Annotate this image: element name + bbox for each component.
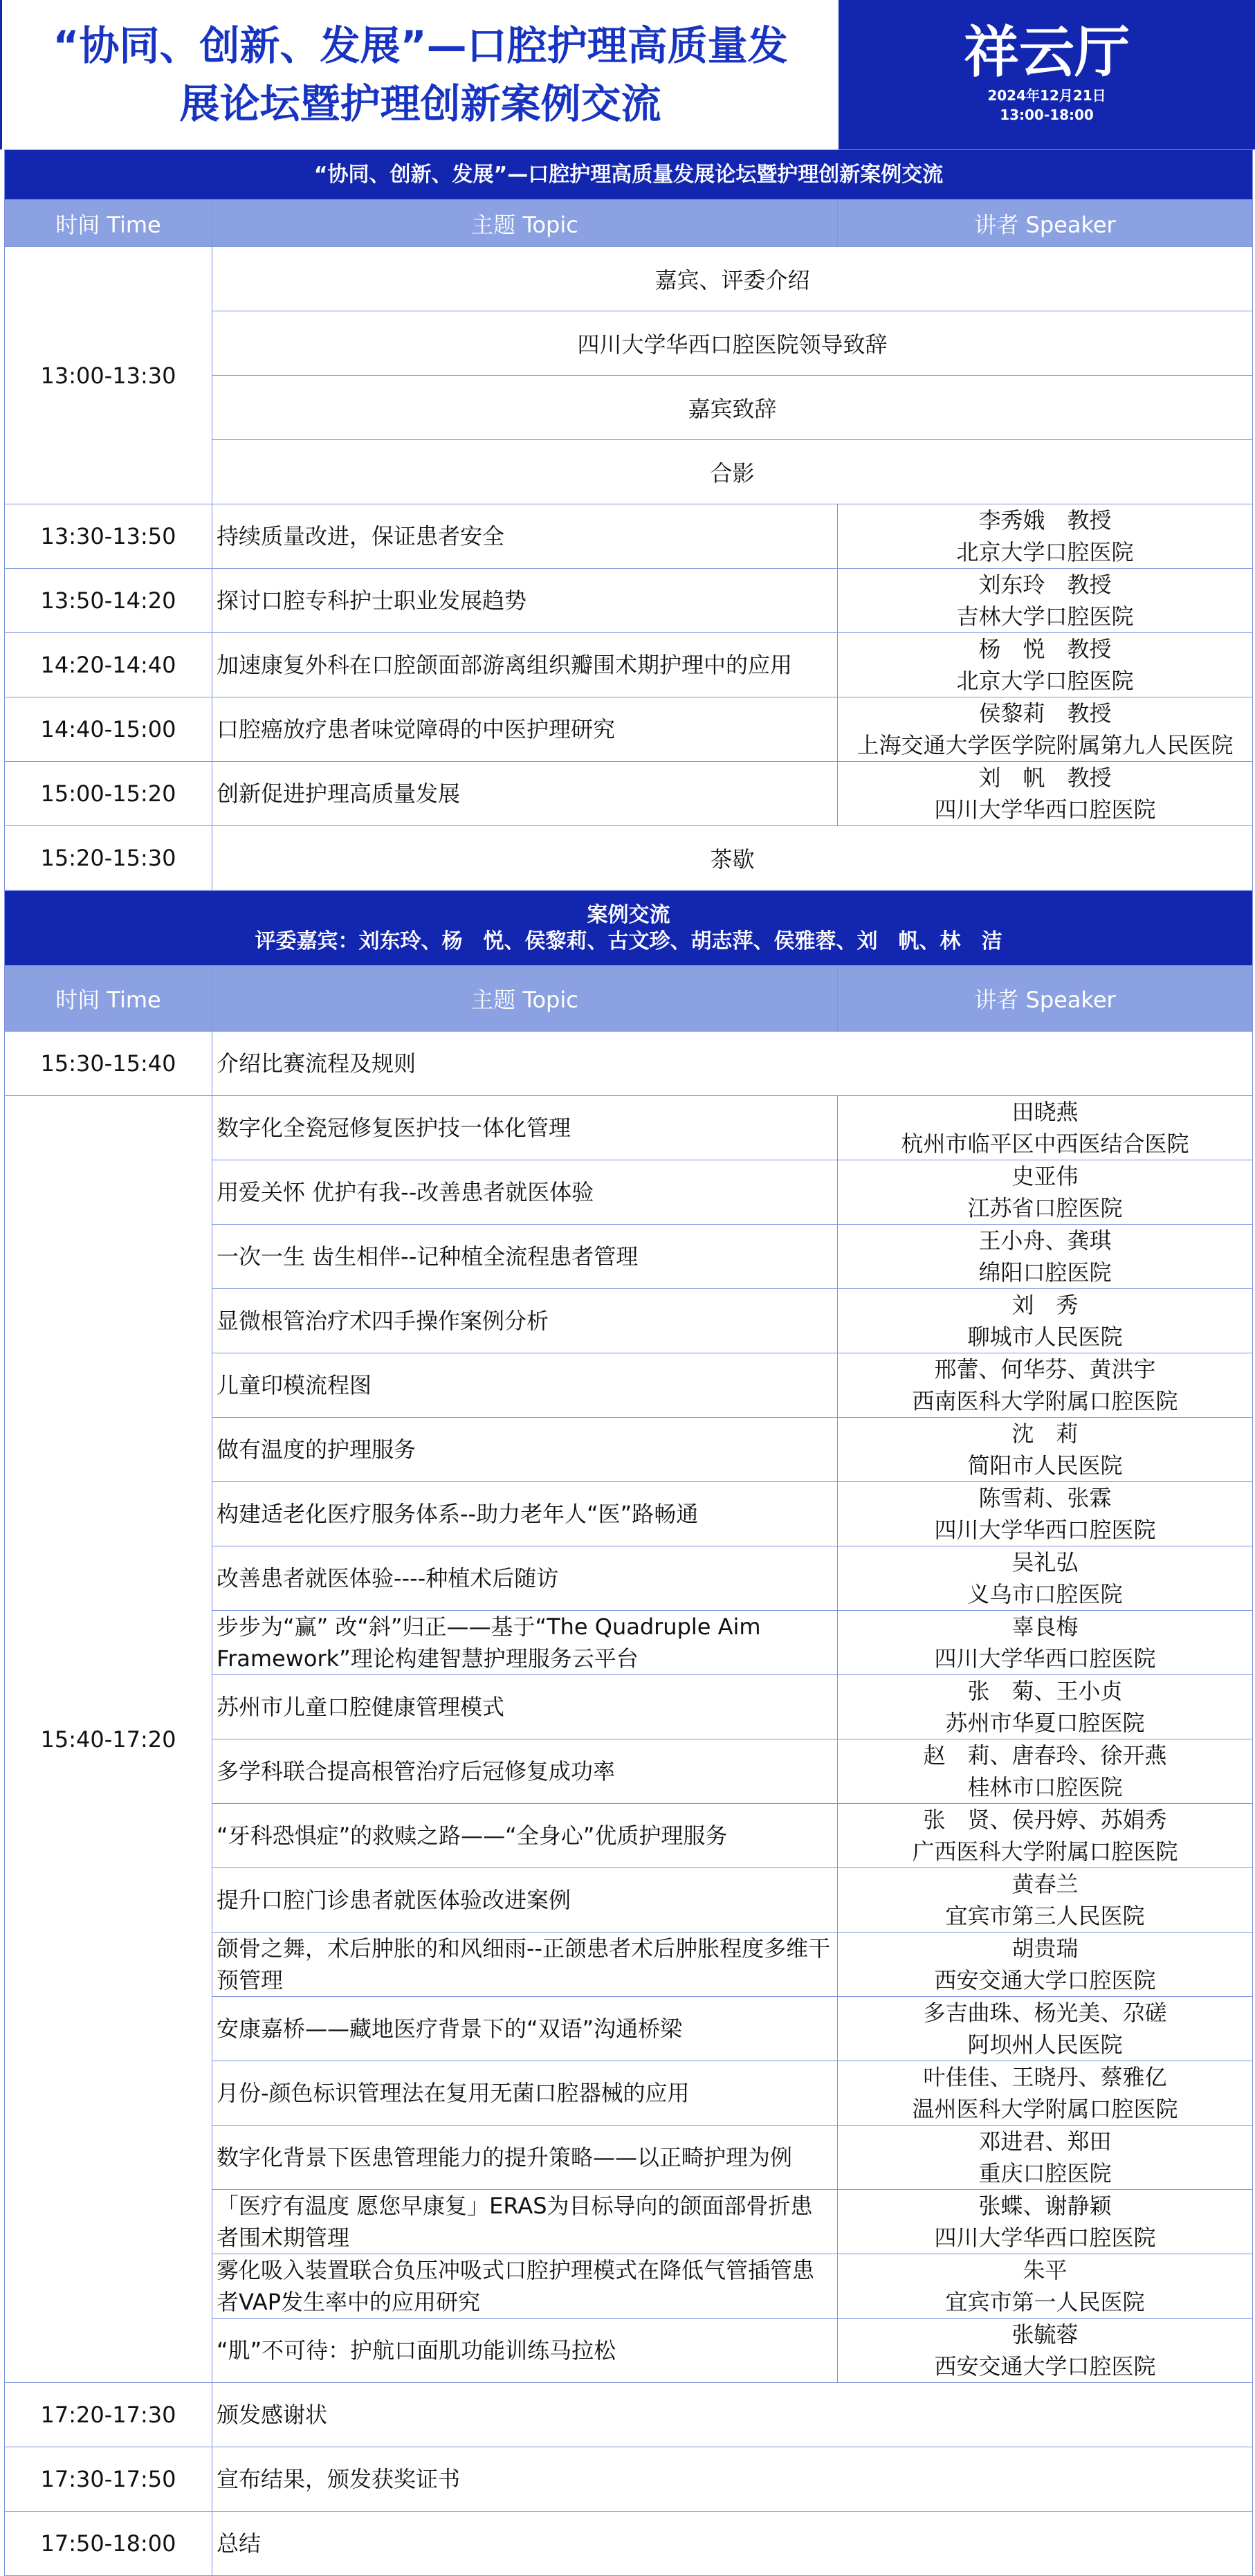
- hall-name: 祥云厅: [964, 20, 1130, 84]
- opening-item: 嘉宾、评委介绍: [212, 247, 1253, 311]
- speaker-org: 桂林市口腔医院: [967, 1774, 1123, 1800]
- table-row: [5, 697, 1253, 762]
- schedule-table-2: [4, 890, 1253, 2576]
- speaker-org: 西南医科大学附属口腔医院: [912, 1388, 1178, 1414]
- hall-box: [839, 0, 1255, 149]
- opening-item: 合影: [212, 440, 1253, 504]
- speaker-org: 宜宾市第三人民医院: [945, 1903, 1145, 1929]
- speaker-org: 上海交通大学医学院附属第九人民医院: [856, 732, 1234, 758]
- cases-body: [5, 1096, 1253, 2383]
- topic-cell: 改善患者就医体验----种植术后随访: [212, 1546, 838, 1611]
- speaker-name: 邓进君、郑田: [978, 2128, 1112, 2155]
- speaker-name: 多吉曲珠、杨光美、尕磋: [923, 2000, 1167, 2026]
- topic-cell: 提升口腔门诊患者就医体验改进案例: [212, 1868, 838, 1933]
- time-cell: 17:50-18:00: [5, 2512, 212, 2576]
- speaker-org: 义乌市口腔医院: [967, 1581, 1123, 1607]
- speaker-org: 四川大学华西口腔医院: [934, 1517, 1156, 1543]
- speaker-cell: [838, 569, 1253, 633]
- table-header: [5, 966, 1253, 1032]
- speaker-cell: [838, 1353, 1253, 1418]
- speaker-cell: [838, 1482, 1253, 1546]
- col-header-time: 时间 Time: [5, 966, 212, 1032]
- speaker-cell: [838, 1739, 1253, 1804]
- time-cell: 13:50-14:20: [5, 569, 212, 633]
- time-cell: 15:00-15:20: [5, 762, 212, 826]
- speaker-cell: [838, 697, 1253, 762]
- table-row: [5, 569, 1253, 633]
- closing-body: [5, 2383, 1253, 2576]
- topic-cell: 月份-颜色标识管理法在复用无菌口腔器械的应用: [212, 2061, 838, 2126]
- speaker-cell: [838, 1096, 1253, 1160]
- speaker-name: 侯黎莉 教授: [978, 700, 1112, 727]
- time-cell: 17:30-17:50: [5, 2447, 212, 2512]
- speaker-cell: [838, 1289, 1253, 1353]
- speaker-name: 田晓燕: [1011, 1099, 1079, 1125]
- speaker-cell: [838, 1933, 1253, 1997]
- speaker-name: 王小舟、龚琪: [978, 1227, 1112, 1254]
- topic-cell: 数字化背景下医患管理能力的提升策略——以正畸护理为例: [212, 2126, 838, 2190]
- topic-cell: 「医疗有温度 愿您早康复」ERAS为目标导向的颌面部骨折患者围术期管理: [212, 2190, 838, 2254]
- speaker-cell: [838, 1997, 1253, 2061]
- topic-cell: 苏州市儿童口腔健康管理模式: [212, 1675, 838, 1739]
- speaker-org: 聊城市人民医院: [967, 1324, 1123, 1350]
- speaker-org: 北京大学口腔医院: [956, 668, 1134, 694]
- topic-cell: 颌骨之舞，术后肿胀的和风细雨--正颌患者术后肿胀程度多维干预管理: [212, 1933, 838, 1997]
- speaker-cell: [838, 504, 1253, 569]
- col-header-speaker: 讲者 Speaker: [838, 966, 1253, 1032]
- header: [0, 0, 1255, 149]
- speaker-org: 西安交通大学口腔医院: [934, 1967, 1156, 1993]
- speaker-cell: [838, 1675, 1253, 1739]
- speaker-name: 朱平: [1023, 2257, 1068, 2283]
- hall-date: 2024年12月21日: [987, 87, 1106, 104]
- title-line-1: “协同、创新、发展”—口腔护理高质量发: [53, 22, 788, 69]
- speaker-org: 宜宾市第一人民医院: [945, 2289, 1145, 2315]
- col-header-topic: 主题 Topic: [212, 200, 838, 247]
- table-row: [5, 1032, 1253, 1096]
- topic-cell: 探讨口腔专科护士职业发展趋势: [212, 569, 838, 633]
- speaker-org: 四川大学华西口腔医院: [934, 2225, 1156, 2251]
- topic-cell: 口腔癌放疗患者味觉障碍的中医护理研究: [212, 697, 838, 762]
- title-line-2: 展论坛暨护理创新案例交流: [179, 80, 661, 127]
- section1-banner: “协同、创新、发展”—口腔护理高质量发展论坛暨护理创新案例交流: [5, 150, 1253, 200]
- topic-cell: 构建适老化医疗服务体系--助力老年人“医”路畅通: [212, 1482, 838, 1546]
- topic-cell: 数字化全瓷冠修复医护技一体化管理: [212, 1096, 838, 1160]
- topic-cell: 用爱关怀 优护有我--改善患者就医体验: [212, 1160, 838, 1225]
- speaker-cell: [838, 633, 1253, 697]
- speaker-name: 史亚伟: [1011, 1163, 1079, 1189]
- judges-line: 评委嘉宾：刘东玲、杨 悦、侯黎莉、古文珍、胡志萍、侯雅蓉、刘 帆、林 洁: [255, 929, 1002, 953]
- table-row: [5, 633, 1253, 697]
- table-header: [5, 200, 1253, 247]
- break-cell: 茶歇: [212, 826, 1253, 890]
- topic-cell: “肌”不可待：护航口面肌功能训练马拉松: [212, 2319, 838, 2383]
- speaker-name: 李秀娥 教授: [978, 507, 1112, 533]
- table-row: [5, 1096, 1253, 1160]
- speaker-name: 胡贵瑞: [1011, 1935, 1079, 1962]
- col-header-topic: 主题 Topic: [212, 966, 838, 1032]
- speaker-cell: [838, 1160, 1253, 1225]
- table-row: [5, 826, 1253, 890]
- speaker-org: 简阳市人民医院: [967, 1452, 1123, 1479]
- topic-cell: 颁发感谢状: [212, 2383, 1253, 2447]
- speaker-org: 广西医科大学附属口腔医院: [912, 1838, 1178, 1865]
- time-cell: 15:20-15:30: [5, 826, 212, 890]
- time-cell: 14:40-15:00: [5, 697, 212, 762]
- speaker-name: 叶佳佳、王晓丹、蔡雅亿: [923, 2064, 1167, 2090]
- speaker-name: 陈雪莉、张霖: [978, 1485, 1112, 1511]
- speaker-cell: [838, 2190, 1253, 2254]
- speaker-name: 邢蕾、何华芬、黄洪宇: [934, 1356, 1156, 1382]
- speaker-name: 黄春兰: [1011, 1871, 1079, 1897]
- section2-banner: [5, 891, 1253, 966]
- time-cell: 15:40-17:20: [5, 1096, 212, 2383]
- speaker-cell: [838, 2254, 1253, 2319]
- topic-cell: 宣布结果，颁发获奖证书: [212, 2447, 1253, 2512]
- speaker-cell: [838, 1418, 1253, 1482]
- speaker-org: 杭州市临平区中西医结合医院: [901, 1131, 1189, 1157]
- speaker-name: 张毓蓉: [1011, 2321, 1079, 2348]
- speaker-org: 绵阳口腔医院: [978, 1259, 1112, 1286]
- speaker-name: 赵 莉、唐春玲、徐开燕: [923, 1742, 1167, 1769]
- table-row: [5, 2512, 1253, 2576]
- page-title: [53, 17, 787, 133]
- topic-cell: 介绍比赛流程及规则: [212, 1032, 1253, 1096]
- topic-cell: 雾化吸入装置联合负压冲吸式口腔护理模式在降低气管插管患者VAP发生率中的应用研究: [212, 2254, 838, 2319]
- speaker-org: 阿坝州人民医院: [967, 2031, 1123, 2058]
- speaker-cell: [838, 1868, 1253, 1933]
- speaker-name: 吴礼弘: [1011, 1549, 1079, 1575]
- topic-cell: 儿童印模流程图: [212, 1353, 838, 1418]
- speaker-org: 温州医科大学附属口腔医院: [912, 2096, 1178, 2122]
- speaker-org: 四川大学华西口腔医院: [934, 796, 1156, 823]
- opening-item: 四川大学华西口腔医院领导致辞: [212, 311, 1253, 376]
- hall-time: 13:00-18:00: [1000, 107, 1094, 123]
- topic-cell: 总结: [212, 2512, 1253, 2576]
- topic-cell: 显微根管治疗术四手操作案例分析: [212, 1289, 838, 1353]
- speaker-cell: [838, 762, 1253, 826]
- table-row: [5, 2447, 1253, 2512]
- speaker-cell: [838, 2319, 1253, 2383]
- speaker-name: 杨 悦 教授: [978, 636, 1112, 662]
- speaker-org: 北京大学口腔医院: [956, 539, 1134, 565]
- topic-cell: 创新促进护理高质量发展: [212, 762, 838, 826]
- section2-banner-title: 案例交流: [587, 902, 670, 927]
- speaker-name: 辜良梅: [1011, 1614, 1079, 1640]
- col-header-time: 时间 Time: [5, 200, 212, 247]
- speaker-cell: [838, 2126, 1253, 2190]
- topic-cell: 持续质量改进，保证患者安全: [212, 504, 838, 569]
- schedule-table-1: [4, 149, 1253, 890]
- speaker-org: 西安交通大学口腔医院: [934, 2353, 1156, 2379]
- time-cell: 17:20-17:30: [5, 2383, 212, 2447]
- title-box: [0, 0, 839, 149]
- speaker-name: 刘 秀: [1011, 1292, 1079, 1318]
- speaker-cell: [838, 1225, 1253, 1289]
- col-header-speaker: 讲者 Speaker: [838, 200, 1253, 247]
- speaker-org: 重庆口腔医院: [978, 2160, 1112, 2186]
- speaker-name: 沈 莉: [1011, 1421, 1079, 1447]
- table-row: [5, 247, 1253, 311]
- topic-cell: 安康嘉桥——藏地医疗背景下的“双语”沟通桥梁: [212, 1997, 838, 2061]
- topic-cell: “牙科恐惧症”的救赎之路——“全身心”优质护理服务: [212, 1804, 838, 1868]
- speaker-org: 江苏省口腔医院: [967, 1195, 1123, 1221]
- speaker-name: 张蝶、谢静颖: [978, 2193, 1112, 2219]
- speaker-name: 刘 帆 教授: [978, 765, 1112, 791]
- table-row: [5, 762, 1253, 826]
- topic-cell: 加速康复外科在口腔颌面部游离组织瓣围术期护理中的应用: [212, 633, 838, 697]
- speaker-name: 刘东玲 教授: [978, 572, 1112, 598]
- speaker-cell: [838, 1611, 1253, 1675]
- topic-cell: 一次一生 齿生相伴--记种植全流程患者管理: [212, 1225, 838, 1289]
- topic-cell: 步步为“赢” 改“斜”归正——基于“The Quadruple Aim Framework”理论构建智慧护理服务云平台: [212, 1611, 838, 1675]
- opening-item: 嘉宾致辞: [212, 376, 1253, 440]
- speaker-name: 张 贤、侯丹婷、苏娟秀: [923, 1807, 1167, 1833]
- speaker-name: 张 菊、王小贞: [967, 1678, 1123, 1704]
- table-row: [5, 504, 1253, 569]
- time-cell: 13:00-13:30: [5, 247, 212, 504]
- speaker-org: 吉林大学口腔医院: [956, 603, 1134, 630]
- speaker-cell: [838, 2061, 1253, 2126]
- table-row: [5, 2383, 1253, 2447]
- speaker-cell: [838, 1546, 1253, 1611]
- topic-cell: 多学科联合提高根管治疗后冠修复成功率: [212, 1739, 838, 1804]
- topic-cell: 做有温度的护理服务: [212, 1418, 838, 1482]
- speaker-cell: [838, 1804, 1253, 1868]
- speaker-org: 四川大学华西口腔医院: [934, 1645, 1156, 1672]
- time-cell: 13:30-13:50: [5, 504, 212, 569]
- speaker-org: 苏州市华夏口腔医院: [945, 1710, 1145, 1736]
- time-cell: 14:20-14:40: [5, 633, 212, 697]
- time-cell: 15:30-15:40: [5, 1032, 212, 1096]
